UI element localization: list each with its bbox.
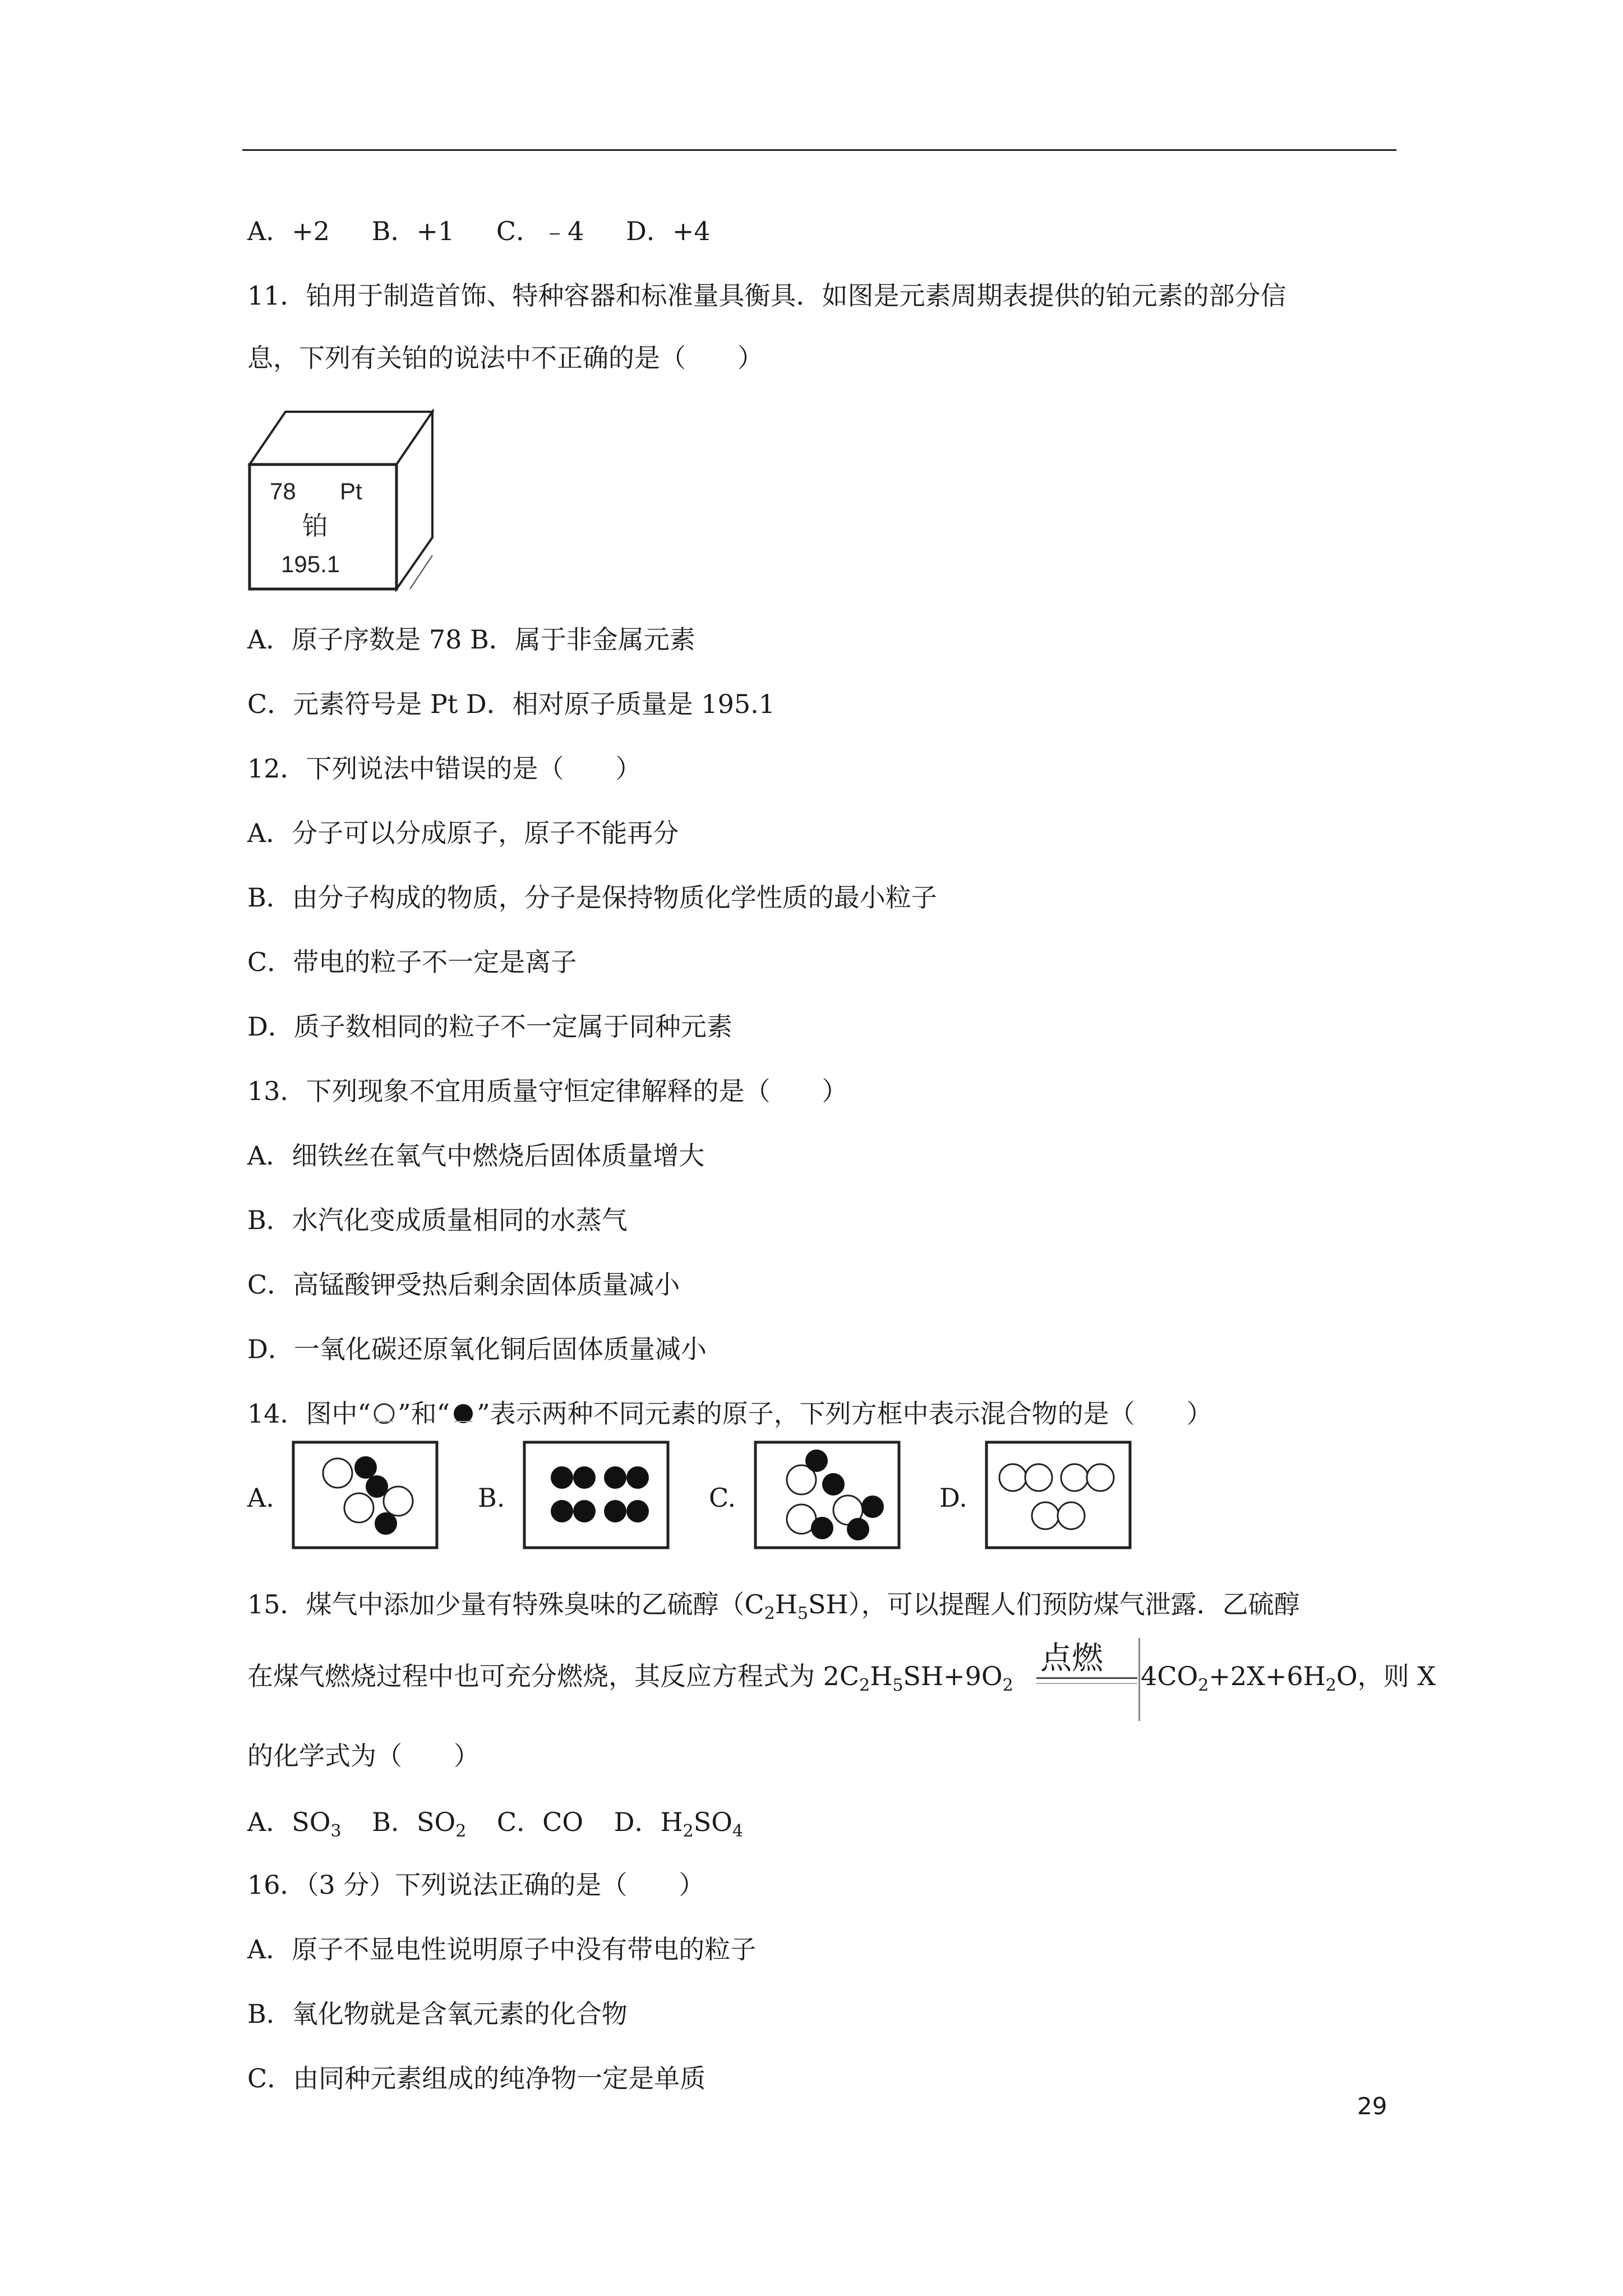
q16-option-a: A．原子不显电性说明原子中没有带电的粒子 xyxy=(247,1934,757,1964)
platinum-element-card xyxy=(247,408,438,593)
q16-stem: 16．（3 分）下列说法正确的是（ ） xyxy=(247,1870,705,1900)
q12-option-b: B．由分子构成的物质，分子是保持物质化学性质的最小粒子 xyxy=(247,882,937,913)
q15-sub: 2 xyxy=(1002,1676,1013,1695)
header-rule xyxy=(242,149,1396,151)
q14-box-b xyxy=(523,1441,670,1549)
q14-box-a xyxy=(292,1441,439,1549)
q15-sub: 4 xyxy=(732,1821,744,1841)
q15-sub: 2 xyxy=(683,1821,694,1841)
q15-sub: 5 xyxy=(892,1676,903,1695)
q15-line1-mid: H xyxy=(774,1589,797,1619)
reaction-condition: 点燃 xyxy=(1040,1640,1103,1677)
q14-box-c xyxy=(754,1441,901,1549)
q15-options xyxy=(247,1805,743,1848)
q15-line1 xyxy=(247,1588,1300,1631)
q15-sub: 5 xyxy=(797,1604,809,1623)
q15-rhs3: O，则 X xyxy=(1336,1661,1436,1691)
q12-option-c: C．带电的粒子不一定是离子 xyxy=(247,947,577,977)
q15-line3: 的化学式为（ ） xyxy=(247,1741,479,1771)
q12-option-d: D．质子数相同的粒子不一定属于同种元素 xyxy=(247,1011,732,1042)
q12-option-a: A．分子可以分成原子，原子不能再分 xyxy=(247,818,679,848)
q15-line2-pre: 在煤气燃烧过程中也可充分燃烧，其反应方程式为 2C xyxy=(247,1661,860,1691)
q14-label-d: D. xyxy=(939,1483,967,1513)
q15-equation-lhs xyxy=(247,1659,1013,1703)
q11-stem-line2: 息，下列有关铂的说法中不正确的是（ ） xyxy=(247,343,763,373)
q14-stem-post: ”表示两种不同元素的原子，下列方框中表示混合物的是（ ） xyxy=(477,1398,1212,1429)
q15-rhs2: +2X+6H xyxy=(1209,1661,1326,1691)
q15-equation-rhs xyxy=(1141,1659,1436,1703)
q14-stem xyxy=(247,1397,1212,1430)
q15-sub: 2 xyxy=(764,1604,775,1623)
q15-line2-h: H xyxy=(870,1661,893,1691)
q13-stem: 13．下列现象不宜用质量守恒定律解释的是（ ） xyxy=(247,1076,848,1106)
q14-box-d xyxy=(985,1441,1132,1549)
page-number: 29 xyxy=(1357,2092,1387,2120)
q13-option-d: D．一氧化碳还原氧化铜后固体质量减小 xyxy=(247,1334,707,1364)
card-atomic-number: 78 xyxy=(270,478,296,504)
q15-sub: 3 xyxy=(330,1821,342,1841)
q15-option-b: B．SO xyxy=(372,1807,456,1837)
q11-options-cd: C．元素符号是 Pt D．相对原子质量是 195.1 xyxy=(247,689,776,719)
reaction-arrow xyxy=(1036,1677,1137,1679)
q14-label-a: A. xyxy=(247,1483,274,1513)
white-atom-icon xyxy=(371,1400,398,1427)
card-element-name: 铂 xyxy=(302,510,328,541)
q14-label-c: C. xyxy=(709,1483,736,1513)
q11-options-ab: A．原子序数是 78 B．属于非金属元素 xyxy=(247,624,695,655)
q15-sub: 2 xyxy=(1325,1676,1336,1695)
q16-option-c: C．由同种元素组成的纯净物一定是单质 xyxy=(247,2063,706,2093)
q15-sub: 2 xyxy=(859,1676,870,1695)
q15-option-d-mid: SO xyxy=(693,1807,732,1837)
q10-option-c: C．﹣4 xyxy=(496,216,584,246)
q15-sub: 2 xyxy=(455,1821,467,1841)
q10-options xyxy=(247,214,711,248)
reaction-arrow-lower xyxy=(1036,1683,1137,1684)
q15-sub: 2 xyxy=(1198,1676,1209,1695)
q14-stem-mid: ”和“ xyxy=(398,1398,450,1429)
card-symbol: Pt xyxy=(340,478,362,504)
q12-stem: 12．下列说法中错误的是（ ） xyxy=(247,753,642,784)
q15-option-a: A．SO xyxy=(247,1807,331,1837)
q15-line2-sh: SH+9O xyxy=(903,1661,1003,1691)
card-atomic-mass: 195.1 xyxy=(281,551,340,577)
q15-rhs1: 4CO xyxy=(1141,1661,1198,1691)
q10-option-b: B．+1 xyxy=(371,216,455,246)
q16-option-b: B．氧化物就是含氧元素的化合物 xyxy=(247,1999,628,2029)
q14-label-b: B. xyxy=(478,1483,505,1513)
q13-option-c: C．高锰酸钾受热后剩余固体质量减小 xyxy=(247,1269,680,1300)
q11-stem-line1: 11．铂用于制造首饰、特种容器和标准量具衡具．如图是元素周期表提供的铂元素的部分信 xyxy=(247,280,1287,311)
q13-option-b: B．水汽化变成质量相同的水蒸气 xyxy=(247,1205,628,1235)
q14-stem-pre: 14．图中“ xyxy=(247,1398,371,1429)
q15-line1-pre: 15．煤气中添加少量有特殊臭味的乙硫醇（C xyxy=(247,1589,764,1619)
q13-option-a: A．细铁丝在氧气中燃烧后固体质量增大 xyxy=(247,1140,705,1171)
equation-divider xyxy=(1138,1638,1140,1721)
q10-option-d: D．+4 xyxy=(626,216,711,246)
black-atom-icon xyxy=(450,1400,477,1427)
q10-option-a: A．+2 xyxy=(247,216,330,246)
q15-option-d: D．H xyxy=(614,1807,683,1837)
q15-option-c: C．CO xyxy=(496,1807,584,1837)
q15-line1-post: SH），可以提醒人们预防煤气泄露．乙硫醇 xyxy=(808,1589,1300,1619)
